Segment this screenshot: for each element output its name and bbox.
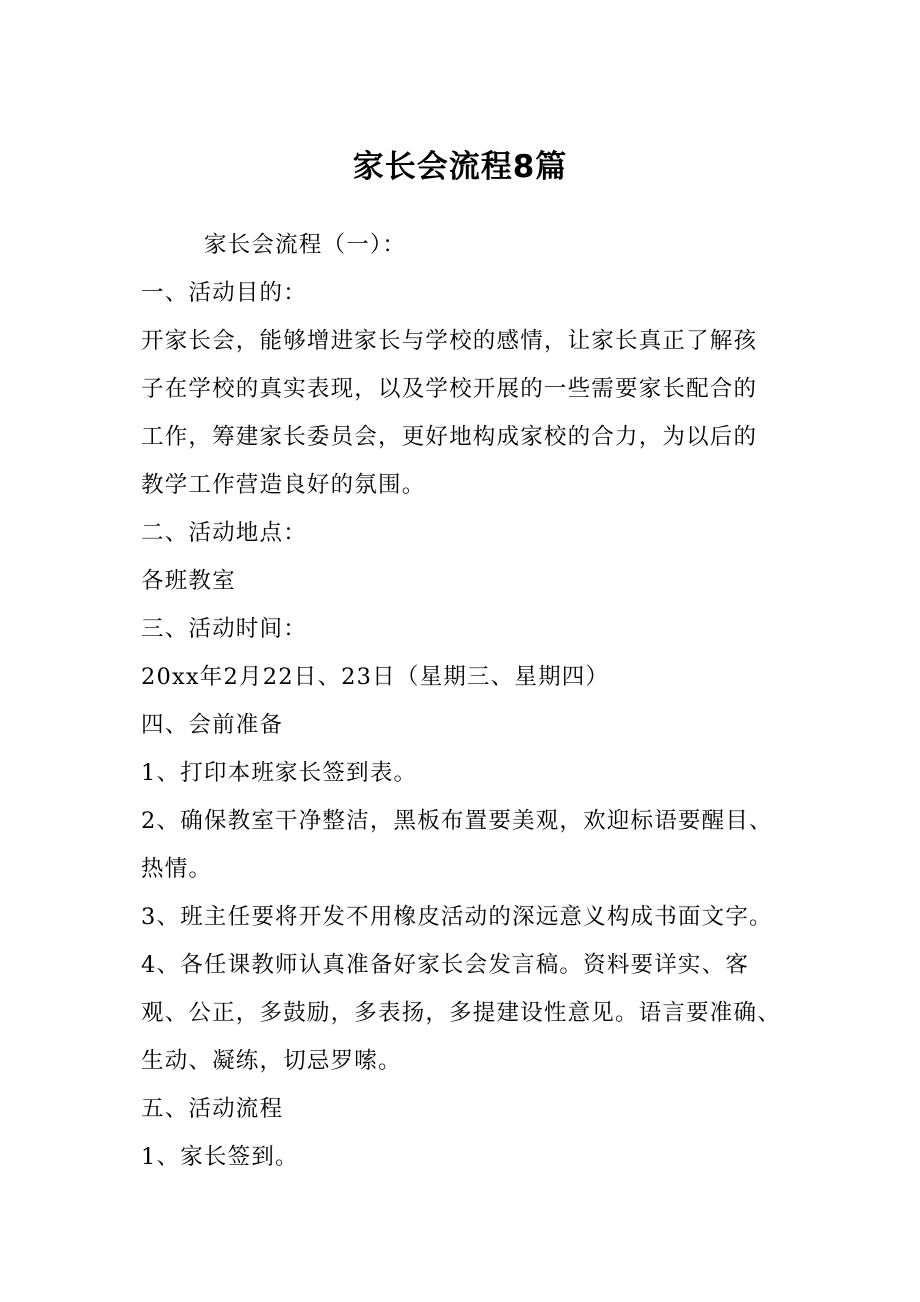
document-title: 家长会流程8篇: [352, 149, 568, 185]
paragraph-line: 各班教室: [141, 568, 236, 594]
section-heading-preparation: 四、会前准备: [141, 712, 284, 738]
paragraph-line: 教学工作营造良好的氛围。: [141, 472, 426, 498]
paragraph-line: 热情。: [141, 856, 213, 882]
list-item: 1、打印本班家长签到表。: [141, 760, 418, 786]
paragraph-line: 工作，筹建家长委员会，更好地构成家校的合力，为以后的: [141, 424, 758, 450]
section-heading-intro: 家长会流程（一）：: [204, 232, 407, 258]
paragraph-line: 开家长会，能够增进家长与学校的感情，让家长真正了解孩: [141, 328, 758, 354]
list-item: 2、确保教室干净整洁，黑板布置要美观，欢迎标语要醒目、: [141, 808, 773, 834]
section-heading-purpose: 一、活动目的：: [141, 280, 307, 306]
list-item: 4、各任课教师认真准备好家长会发言稿。资料要详实、客: [141, 952, 750, 978]
section-heading-time: 三、活动时间：: [141, 616, 307, 642]
paragraph-line: 观、公正，多鼓励，多表扬，多提建设性意见。语言要准确、: [141, 1000, 781, 1026]
paragraph-line: 子在学校的真实表现，以及学校开展的一些需要家长配合的: [141, 376, 758, 402]
document-body: [141, 221, 806, 1181]
section-heading-location: 二、活动地点：: [141, 520, 307, 546]
section-heading-process: 五、活动流程: [141, 1096, 284, 1122]
paragraph-line: 生动、凝练，切忌罗嗦。: [141, 1048, 402, 1074]
paragraph-line: 20xx年2月22日、23日（星期三、星期四）: [141, 664, 610, 690]
list-item: 1、家长签到。: [141, 1144, 299, 1170]
list-item: 3、班主任要将开发不用橡皮活动的深远意义构成书面文字。: [141, 904, 773, 930]
